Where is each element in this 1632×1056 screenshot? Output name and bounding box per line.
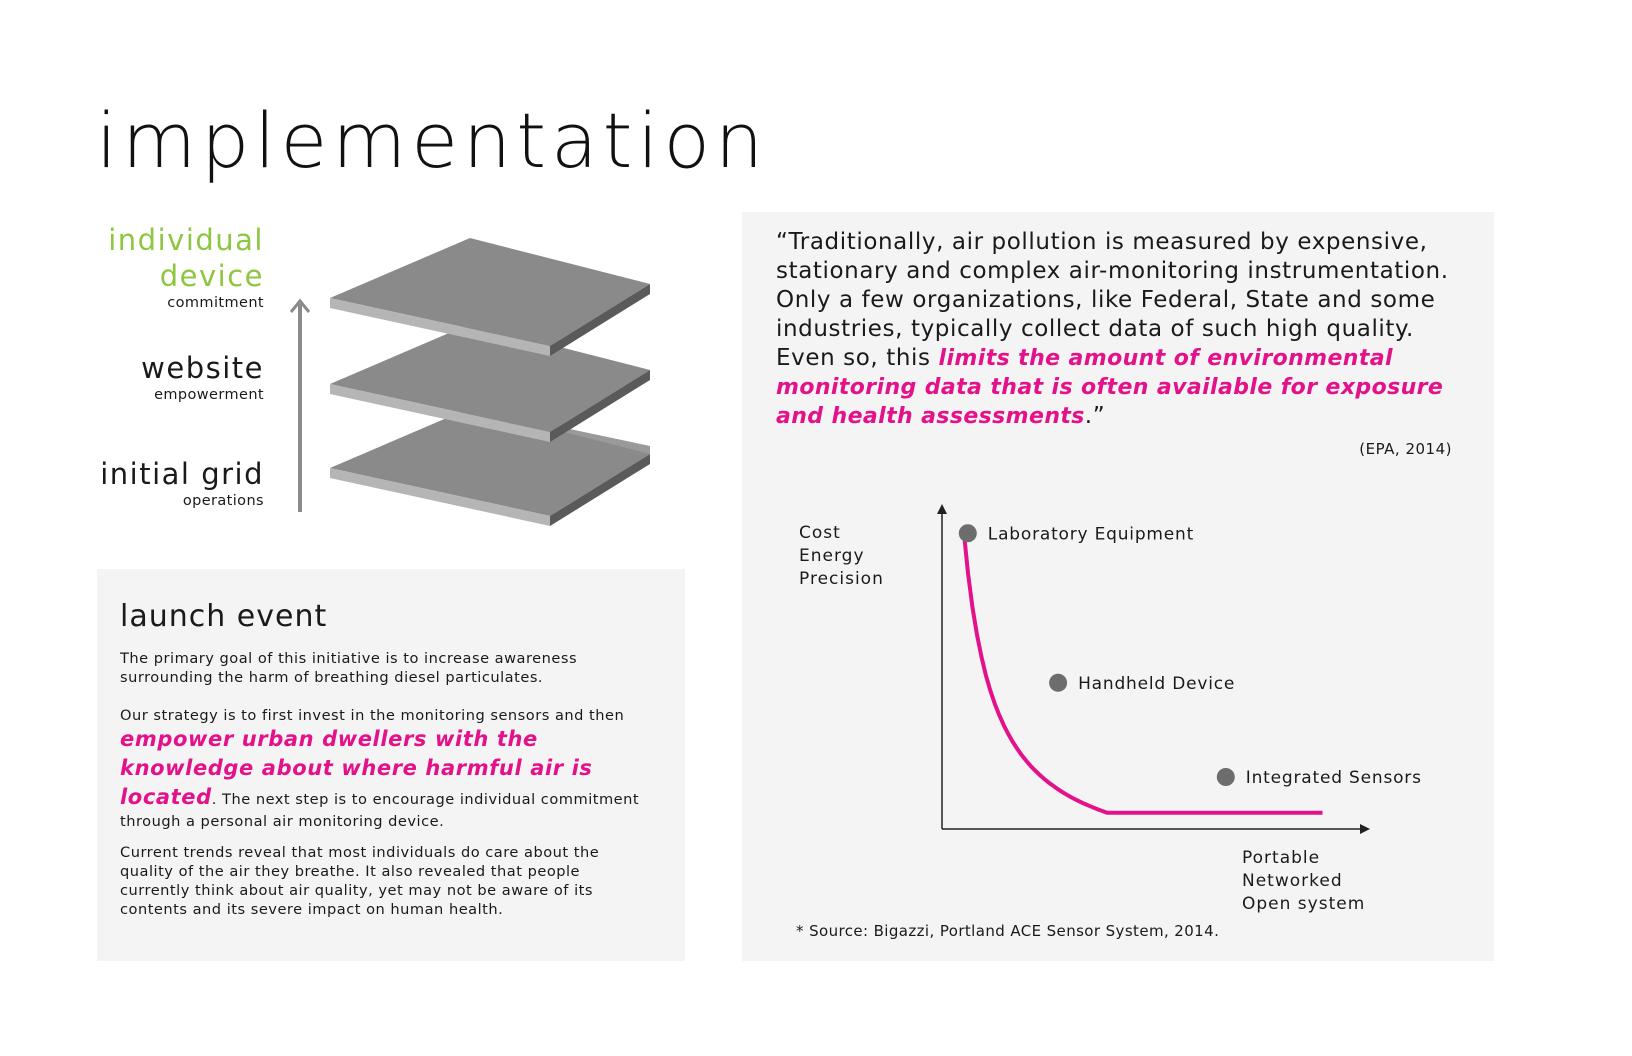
paragraph-intro: Our strategy is to first invest in the monitoring sensors and then <box>120 707 625 724</box>
y-axis-label <box>799 523 884 589</box>
tier-title: website <box>141 351 264 385</box>
quote-highlight: limits the amount of environmental monitoring data that is often available for exposure and health assessments <box>776 346 1444 429</box>
tier-subtitle: commitment <box>167 295 264 311</box>
chart-point <box>1217 768 1235 786</box>
quote-start: “Traditionally, air pollution is measured by expensive, stationary and complex air-monitoring instrumentation. Only a few organizations, like Federal, State and some industries, typically collect data of such high quality. Even so, this <box>776 229 1449 371</box>
tier-title: individual <box>108 223 264 257</box>
launch-paragraph-1: The primary goal of this initiative is to increase awareness surrounding the harm of breathing diesel particulates. <box>120 650 578 686</box>
tier-title: device <box>159 259 264 293</box>
tier-title: initial grid <box>100 457 264 491</box>
tier-website <box>24 350 264 404</box>
launch-paragraph-3: Current trends reveal that most individuals do care about the quality of the air they breathe. It also revealed that people currently think about air quality, yet may not be aware of its contents and its severe impact on human health. <box>120 844 600 918</box>
page-title: implementation <box>96 96 769 185</box>
chart-point-label: Handheld Device <box>1078 673 1236 694</box>
tier-subtitle: operations <box>182 493 264 509</box>
y-axis-label-line: Cost <box>799 523 841 543</box>
quote-end: .” <box>1084 403 1106 429</box>
launch-paragraph-2 <box>120 706 665 831</box>
highlight-text: empower urban dwellers with the knowledge about where harmful air is located <box>120 727 593 809</box>
tier-subtitle: empowerment <box>154 387 264 403</box>
x-axis-label-line: Networked <box>1242 871 1343 891</box>
y-axis-label-line: Energy <box>799 546 865 566</box>
tier-individual-device <box>24 222 264 312</box>
chart-point-label: Integrated Sensors <box>1245 768 1422 788</box>
layer-top <box>330 238 650 356</box>
launch-event-title: launch event <box>120 599 328 634</box>
x-axis-arrow-icon <box>1360 824 1370 834</box>
launch-event-panel <box>97 569 685 961</box>
x-axis-label-line: Portable <box>1242 848 1321 868</box>
quote-chart-panel <box>742 212 1494 961</box>
chart-source-footnote: * Source: Bigazzi, Portland ACE Sensor System, 2014. <box>796 922 1220 940</box>
stacked-layers-diagram <box>330 228 660 558</box>
cost-vs-portability-chart <box>742 212 1494 961</box>
x-axis-label-line: Open system <box>1242 894 1366 914</box>
tier-initial-grid <box>24 456 264 510</box>
up-arrow-icon <box>280 290 320 520</box>
chart-point <box>1049 674 1067 692</box>
paragraph-outro: . The next step is to encourage individual commitment through a personal air monitoring device. <box>120 791 640 830</box>
quote-citation: (EPA, 2014) <box>1359 440 1452 458</box>
x-axis-label <box>1242 848 1365 914</box>
y-axis-label-line: Precision <box>799 569 884 589</box>
chart-point-label: Laboratory Equipment <box>987 524 1195 545</box>
chart-point <box>959 524 977 542</box>
y-axis-arrow-icon <box>937 504 947 514</box>
